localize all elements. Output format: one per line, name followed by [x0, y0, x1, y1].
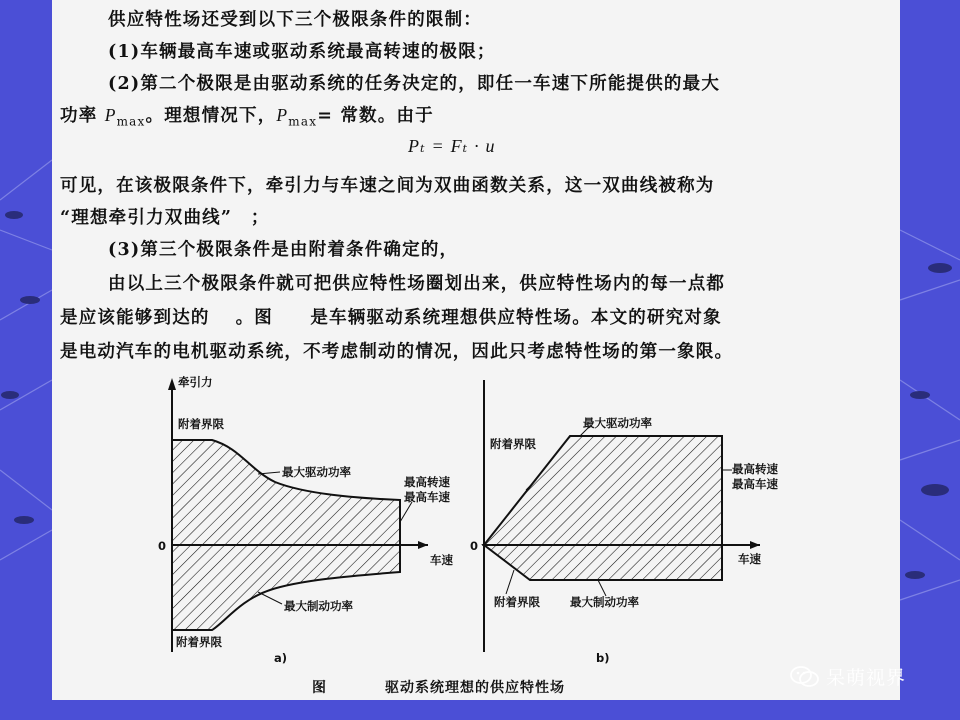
text-line-5: 可见，在该极限条件下，牵引力与车速之间为双曲函数关系，这一双曲线被称为 — [60, 176, 715, 196]
text-line-9: 是应该能够到达的 。图 是车辆驱动系统理想供应特性场。本文的研究对象 — [60, 308, 722, 328]
formula: Pₜ = Fₜ · u — [408, 136, 496, 156]
panel-a-drive-region — [172, 440, 400, 545]
panel-b-x-axis-label: 车速 — [738, 552, 761, 566]
panel-a-max-brake-label: 最大制动功率 — [284, 599, 353, 613]
text-line-10: 是电动汽车的电机驱动系统，不考虑制动的情况，因此只考虑特性场的第一象限。 — [60, 342, 734, 362]
pmax-subscript-2: max — [288, 114, 318, 129]
text-line-6: “理想牵引力双曲线” ； — [60, 208, 270, 228]
watermark-text: 呆萌视界 — [826, 667, 907, 689]
panel-b-adhesion-bottom-label: 附着界限 — [494, 595, 540, 609]
panel-b-leader-adhesion-bottom — [506, 570, 514, 594]
panel-b-leader-brake — [598, 580, 606, 596]
panel-a-x-axis-label: 车速 — [430, 553, 453, 567]
panel-a — [158, 375, 453, 665]
figure-caption-title: 驱动系统理想的供应特性场 — [385, 680, 565, 696]
panel-a-x-arrow — [418, 541, 428, 549]
panel-a-brake-region — [172, 545, 400, 630]
text-line-2: (1)车辆最高车速或驱动系统最高转速的极限； — [108, 42, 496, 62]
line4-post: = 常数。由于 — [317, 106, 434, 126]
panel-a-label: a) — [274, 651, 288, 665]
pmax-subscript-1: max — [116, 114, 146, 129]
watermark — [790, 663, 906, 690]
supply-characteristic-figure — [52, 372, 900, 700]
wechat-icon — [790, 665, 820, 689]
panel-b-max-drive-label: 最大驱动功率 — [583, 416, 652, 430]
figure-caption-label: 图 — [312, 680, 326, 696]
line4-pre: 功率 — [60, 106, 98, 126]
panel-b-max-speed-label-1: 最高转速 — [732, 462, 778, 476]
panel-b-brake-region — [484, 545, 722, 580]
panel-a-leader-speed — [400, 502, 412, 522]
panel-a-y-arrow — [168, 378, 176, 390]
panel-b — [470, 380, 778, 665]
panel-a-y-axis-label: 牵引力 — [178, 375, 213, 389]
pmax-symbol-2: P — [276, 105, 289, 125]
text-line-8: 由以上三个极限条件就可把供应特性场圈划出来，供应特性场内的每一点都 — [108, 274, 726, 294]
panel-a-leader-brake — [258, 592, 282, 604]
panel-b-x-arrow — [750, 541, 760, 549]
panel-b-zero-label: 0 — [470, 539, 479, 553]
panel-b-adhesion-top-label: 附着界限 — [490, 437, 536, 451]
text-line-1: 供应特性场还受到以下三个极限条件的限制： — [108, 10, 482, 30]
panel-b-max-brake-label: 最大制动功率 — [570, 595, 639, 609]
panel-b-max-speed-label-2: 最高车速 — [732, 477, 778, 491]
panel-a-max-drive-label: 最大驱动功率 — [282, 465, 351, 479]
panel-a-zero-label: 0 — [158, 539, 167, 553]
panel-b-drive-region — [484, 436, 722, 545]
panel-b-label: b) — [596, 651, 610, 665]
panel-a-max-speed-label-2: 最高车速 — [404, 490, 450, 504]
panel-a-adhesion-bottom-label: 附着界限 — [176, 635, 222, 649]
text-line-7: (3)第三个极限条件是由附着条件确定的， — [108, 240, 459, 260]
line4-mid: 。理想情况下， — [145, 106, 277, 126]
text-line-4 — [60, 102, 434, 129]
text-line-3: (2)第二个极限是由驱动系统的任务决定的，即任一车速下所能提供的最大 — [108, 74, 721, 94]
panel-a-max-speed-label-1: 最高转速 — [404, 475, 450, 489]
pmax-symbol-1: P — [104, 105, 117, 125]
panel-a-adhesion-top-label: 附着界限 — [178, 417, 224, 431]
